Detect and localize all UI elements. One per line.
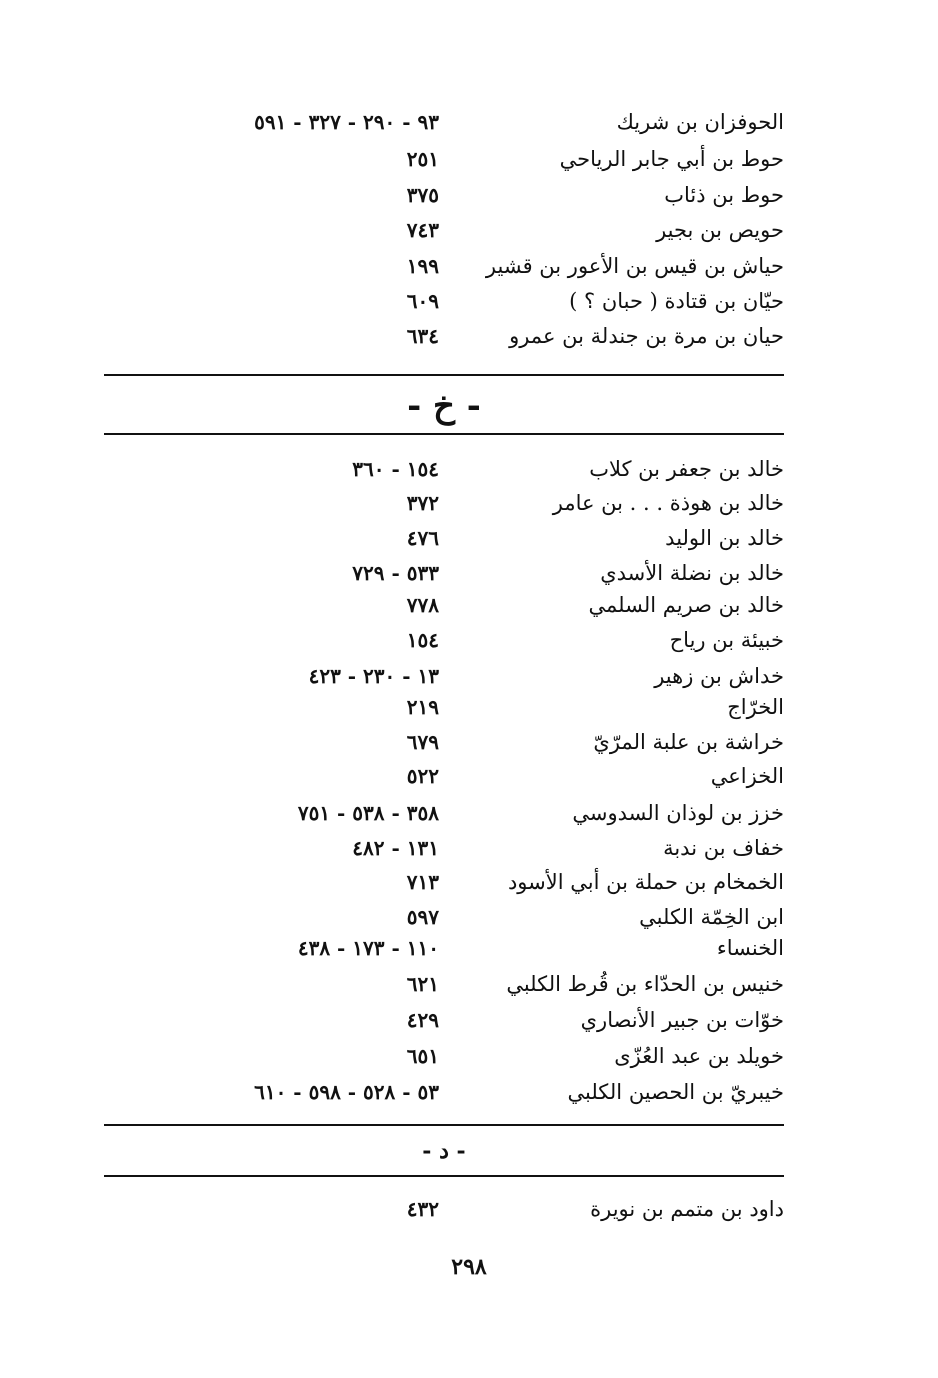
- entry-name: الخنساء: [716, 936, 784, 960]
- entry-pages: ٤٢٩: [406, 1008, 439, 1032]
- index-entry: [100, 486, 784, 520]
- index-entry: [100, 588, 784, 622]
- entry-name: حياش بن قيس بن الأعور بن قشير: [485, 254, 784, 278]
- index-entry: [100, 1003, 784, 1037]
- entry-pages: ٥٣ - ٥٢٨ - ٥٩٨ - ٦١٠: [254, 1080, 439, 1104]
- entry-pages: ١٥٤ - ٣٦٠: [352, 457, 439, 481]
- entry-name: خالد بن جعفر بن كلاب: [589, 457, 784, 481]
- index-entry: [100, 213, 784, 247]
- index-entry: [100, 725, 784, 759]
- page-number: ٢٩٨: [451, 1254, 487, 1280]
- index-entry: [100, 659, 784, 693]
- index-entry: [100, 1039, 784, 1073]
- entry-pages: ٣٧٢: [406, 491, 439, 515]
- entry-name: الخرّاج: [727, 695, 784, 719]
- entry-name: خويلد بن عبد العُزّى: [614, 1044, 784, 1068]
- entry-pages: ١٣ - ٢٣٠ - ٤٢٣: [308, 664, 439, 688]
- entry-pages: ٣٧٥: [406, 183, 439, 207]
- entry-pages: ١٣١ - ٤٨٢: [352, 836, 439, 860]
- entry-pages: ١٥٤: [406, 628, 439, 652]
- index-entry: [100, 178, 784, 212]
- section-header-dal: - د -: [422, 1138, 466, 1164]
- entry-pages: ٧٤٣: [406, 218, 439, 242]
- index-entry: [100, 759, 784, 793]
- index-entry: [100, 521, 784, 555]
- entry-pages: ٥٢٢: [406, 764, 439, 788]
- index-entry: [100, 319, 784, 353]
- index-entry: [100, 967, 784, 1001]
- index-entry: [100, 1192, 784, 1226]
- entry-pages: ٤٣٢: [406, 1197, 439, 1221]
- entry-name: حيّان بن قتادة ( حبان ؟ ): [569, 289, 784, 313]
- entry-pages: ٦٢١: [406, 972, 439, 996]
- entry-name: خالد بن نضلة الأسدي: [600, 561, 784, 585]
- entry-pages: ١١٠ - ١٧٣ - ٤٣٨: [297, 936, 439, 960]
- entry-name: خبيئة بن رياح: [669, 628, 784, 652]
- entry-name: خوّات بن جبير الأنصاري: [580, 1008, 784, 1032]
- section-header-kha: - خ -: [407, 386, 481, 426]
- entry-pages: ٦٥١: [406, 1044, 439, 1068]
- section-rule: [104, 374, 784, 376]
- index-entry: [100, 900, 784, 934]
- entry-name: حيان بن مرة بن جندلة بن عمرو: [509, 324, 784, 348]
- entry-name: داود بن متمم بن نويرة: [590, 1197, 784, 1221]
- entry-pages: ٧٧٨: [406, 593, 439, 617]
- index-entry: [100, 142, 784, 176]
- entry-name: حوط بن أبي جابر الرياحي: [559, 147, 784, 171]
- index-entry: [100, 556, 784, 590]
- index-entry: [100, 623, 784, 657]
- section-rule: [104, 433, 784, 435]
- index-entry: [100, 452, 784, 486]
- entry-name: خالد بن هوذة . . . بن عامر: [552, 491, 784, 515]
- index-entry: [100, 249, 784, 283]
- entry-pages: ٩٣ - ٢٩٠ - ٣٢٧ - ٥٩١: [254, 110, 439, 134]
- index-entry: [100, 796, 784, 830]
- entry-pages: ٦٣٤: [406, 324, 439, 348]
- section-rule: [104, 1124, 784, 1126]
- index-entry: [100, 831, 784, 865]
- entry-pages: ٣٥٨ - ٥٣٨ - ٧٥١: [297, 801, 439, 825]
- index-entry: [100, 931, 784, 965]
- entry-pages: ٢٥١: [406, 147, 439, 171]
- entry-name: الخزاعي: [710, 764, 784, 788]
- entry-name: ابن الخِمّة الكلبي: [639, 905, 784, 929]
- entry-pages: ٧١٣: [406, 870, 439, 894]
- section-rule: [104, 1175, 784, 1177]
- entry-pages: ٤٧٦: [406, 526, 439, 550]
- entry-name: خالد بن الوليد: [665, 526, 784, 550]
- entry-name: خالد بن صريم السلمي: [588, 593, 784, 617]
- entry-name: حوط بن ذئاب: [664, 183, 784, 207]
- entry-name: الخمخام بن حملة بن أبي الأسود: [507, 870, 784, 894]
- entry-name: خداش بن زهير: [654, 664, 784, 688]
- entry-pages: ٦٠٩: [406, 289, 439, 313]
- entry-name: حويص بن بجير: [656, 218, 784, 242]
- entry-pages: ٥٣٣ - ٧٢٩: [352, 561, 439, 585]
- entry-name: خنيس بن الحدّاء بن قُرط الكلبي: [506, 972, 784, 996]
- index-entry: [100, 1075, 784, 1109]
- entry-name: الحوفزان بن شريك: [616, 110, 784, 134]
- entry-name: خزز بن لوذان السدوسي: [572, 801, 784, 825]
- entry-name: خفاف بن ندبة: [663, 836, 784, 860]
- entry-name: خيبريّ بن الحصين الكلبي: [567, 1080, 784, 1104]
- entry-pages: ٥٩٧: [406, 905, 439, 929]
- entry-pages: ٢١٩: [406, 695, 439, 719]
- index-entry: [100, 284, 784, 318]
- entry-name: خراشة بن علبة المرّيّ: [593, 730, 784, 754]
- index-entry: [100, 865, 784, 899]
- index-entry: [100, 690, 784, 724]
- entry-pages: ٦٧٩: [406, 730, 439, 754]
- entry-pages: ١٩٩: [406, 254, 439, 278]
- index-entry: [100, 105, 784, 139]
